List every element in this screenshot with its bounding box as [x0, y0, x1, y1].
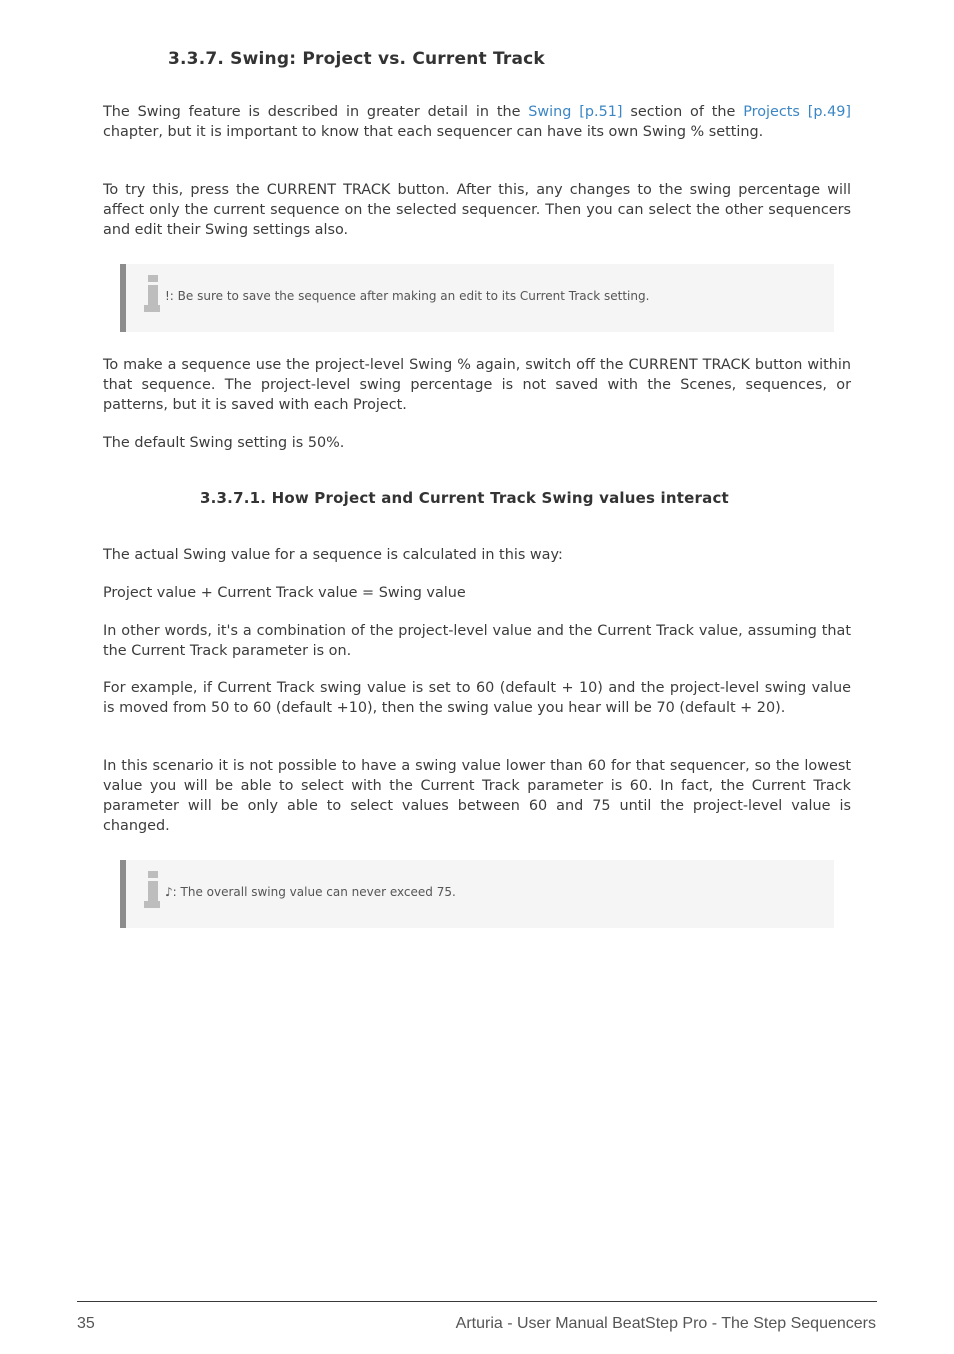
paragraph-combination: In other words, it's a combination of the project-level value and the Current Track value, assuming that the Current Track parameter is on.	[103, 623, 851, 659]
intro-text-c: chapter, but it is important to know that each sequencer can have its own Swing % setting.	[103, 124, 764, 140]
intro-text-a: The Swing feature is described in greater detail in the	[103, 104, 529, 120]
paragraph-scenario: In this scenario it is not possible to have a swing value lower than 60 for that sequencer, so the lowest value you will be able to select with the Current Track parameter is 60. In fact, the Current Track parameter will be only able to select values between 60 and 75 until the project-level value is changed.	[103, 758, 851, 834]
note-box-save	[120, 264, 834, 332]
note-text: !: Be sure to save the sequence after making an edit to its Current Track setting.	[165, 289, 650, 303]
paragraph-formula: Project value + Current Track value = Swing value	[103, 585, 466, 601]
paragraph-example: For example, if Current Track swing value is set to 60 (default + 10) and the project-level swing value is moved from 50 to 60 (default +10), then the swing value you hear will be 70 (default + 20).	[103, 680, 851, 716]
footer-title: Arturia - User Manual BeatStep Pro - The Step Sequencers	[455, 1315, 876, 1332]
section-title: 3.3.7. Swing: Project vs. Current Track	[168, 49, 545, 69]
info-icon	[143, 871, 161, 907]
intro-text-b: section of the	[622, 104, 744, 120]
subsection-title: 3.3.7.1. How Project and Current Track Swing values interact	[200, 489, 729, 507]
swing-link[interactable]: Swing [p.51]	[528, 104, 623, 120]
paragraph-calc: The actual Swing value for a sequence is calculated in this way:	[103, 547, 563, 563]
intro-paragraph-1	[103, 102, 851, 142]
page-number: 35	[77, 1315, 95, 1332]
projects-link[interactable]: Projects [p.49]	[743, 104, 852, 120]
intro-paragraph-2: To try this, press the CURRENT TRACK button. After this, any changes to the swing percentage will affect only the current sequence on the selected sequencer. Then you can select the other sequencers and edit their Swing settings also.	[103, 182, 851, 238]
note-text: ♪: The overall swing value can never exceed 75.	[165, 885, 456, 899]
note-box-max	[120, 860, 834, 928]
footer-divider	[77, 1301, 877, 1302]
paragraph-default-swing: The default Swing setting is 50%.	[103, 435, 345, 451]
info-icon	[143, 275, 161, 311]
paragraph-current-track-off: To make a sequence use the project-level Swing % again, switch off the CURRENT TRACK button within that sequence. The project-level swing percentage is not saved with the Scenes, sequences, or patterns, but it is saved with each Project.	[103, 357, 851, 413]
